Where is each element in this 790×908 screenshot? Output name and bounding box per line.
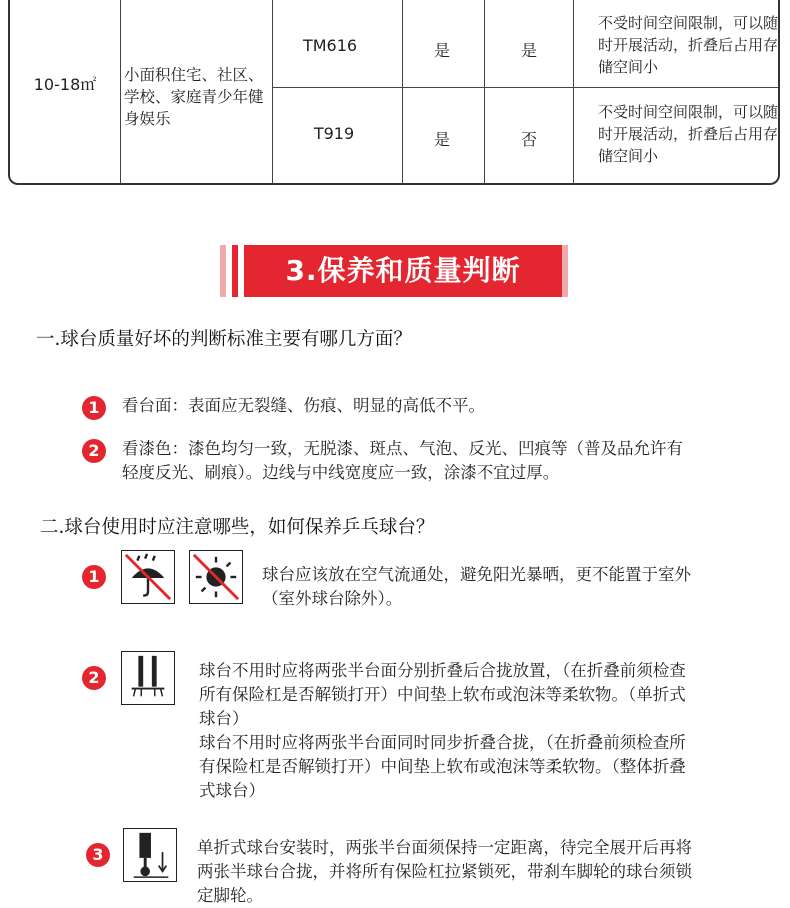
text-line: 单折式球台安装时，两张半台面须保持一定距离，待完全展开后再将 — [197, 838, 692, 857]
text-line: 球台） — [199, 709, 249, 728]
table-row-divider — [272, 87, 778, 88]
text-line: 球台不用时应将两张半台面分别折叠后合拢放置，（在折叠前须检查 — [199, 661, 686, 680]
banner-bar — [220, 245, 226, 297]
no-sun-icon — [189, 550, 243, 604]
text-line: 看漆色：漆色均匀一致，无脱漆、斑点、气泡、反光、凹痕等（普及品允许有 — [122, 439, 683, 458]
table-divider — [573, 0, 574, 183]
no-rain-icon — [121, 550, 175, 604]
table-divider — [402, 0, 403, 183]
text-line: 定脚轮。 — [197, 886, 263, 905]
number-badge: 1 — [82, 396, 106, 420]
check-item — [122, 437, 683, 485]
flag-cell: 否 — [520, 130, 537, 149]
scene-cell: 小面积住宅、社区、学校、家庭青少年健身娱乐 — [124, 66, 264, 128]
banner-bar — [562, 245, 568, 297]
table-divider — [484, 0, 485, 183]
number-badge: 2 — [82, 439, 106, 463]
section-title: 3.保养和质量判断 — [244, 245, 562, 297]
section-banner — [220, 245, 570, 297]
question-title: 一.球台质量好坏的判断标准主要有哪几方面？ — [36, 329, 412, 350]
text-line: 式球台） — [199, 781, 265, 800]
text-line: （室外球台除外）。 — [262, 589, 403, 608]
table-divider — [120, 0, 121, 183]
model-cell: TM616 — [302, 36, 358, 55]
care-item — [197, 836, 692, 908]
number-badge: 3 — [86, 843, 110, 867]
text-line: 所有保险杠是否解锁打开）中间垫上软布或泡沫等柔软物。（单折式 — [199, 685, 686, 704]
number-badge: 2 — [82, 666, 106, 690]
text-line: 轻度反光、刷痕）。边线与中线宽度应一致，涂漆不宜过厚。 — [122, 463, 560, 482]
check-item: 看台面：表面应无裂缝、伤痕、明显的高低不平。 — [122, 396, 485, 415]
flag-cell: 是 — [433, 41, 450, 60]
table-fold-lock-icon — [123, 828, 177, 882]
flag-cell: 是 — [433, 130, 450, 149]
question-title: 二.球台使用时应注意哪些，如何保养乒乓球台？ — [40, 517, 435, 538]
model-cell: T919 — [313, 124, 355, 143]
area-cell: 10-18㎡ — [33, 75, 97, 94]
folded-table-icon — [121, 651, 175, 705]
banner-bar — [550, 245, 556, 297]
desc-cell: 不受时间空间限制，可以随时开展活动，折叠后占用存储空间小 — [598, 103, 779, 165]
text-line: 球台不用时应将两张半台面同时同步折叠合拢，（在折叠前须检查所 — [199, 733, 686, 752]
text-line: 两张半球台合拢，并将所有保险杠拉紧锁死，带刹车脚轮的球台须锁 — [197, 862, 692, 881]
text-line: 有保险杠是否解锁打开）中间垫上软布或泡沫等柔软物。（整体折叠 — [199, 757, 686, 776]
care-item — [262, 563, 691, 611]
spec-table — [8, 0, 780, 185]
text-line: 球台应该放在空气流通处，避免阳光暴晒，更不能置于室外 — [262, 565, 691, 584]
desc-cell: 不受时间空间限制，可以随时开展活动，折叠后占用存储空间小 — [598, 14, 779, 76]
flag-cell: 是 — [520, 41, 537, 60]
number-badge: 1 — [82, 565, 106, 589]
banner-bar — [232, 245, 238, 297]
care-item — [199, 659, 686, 803]
